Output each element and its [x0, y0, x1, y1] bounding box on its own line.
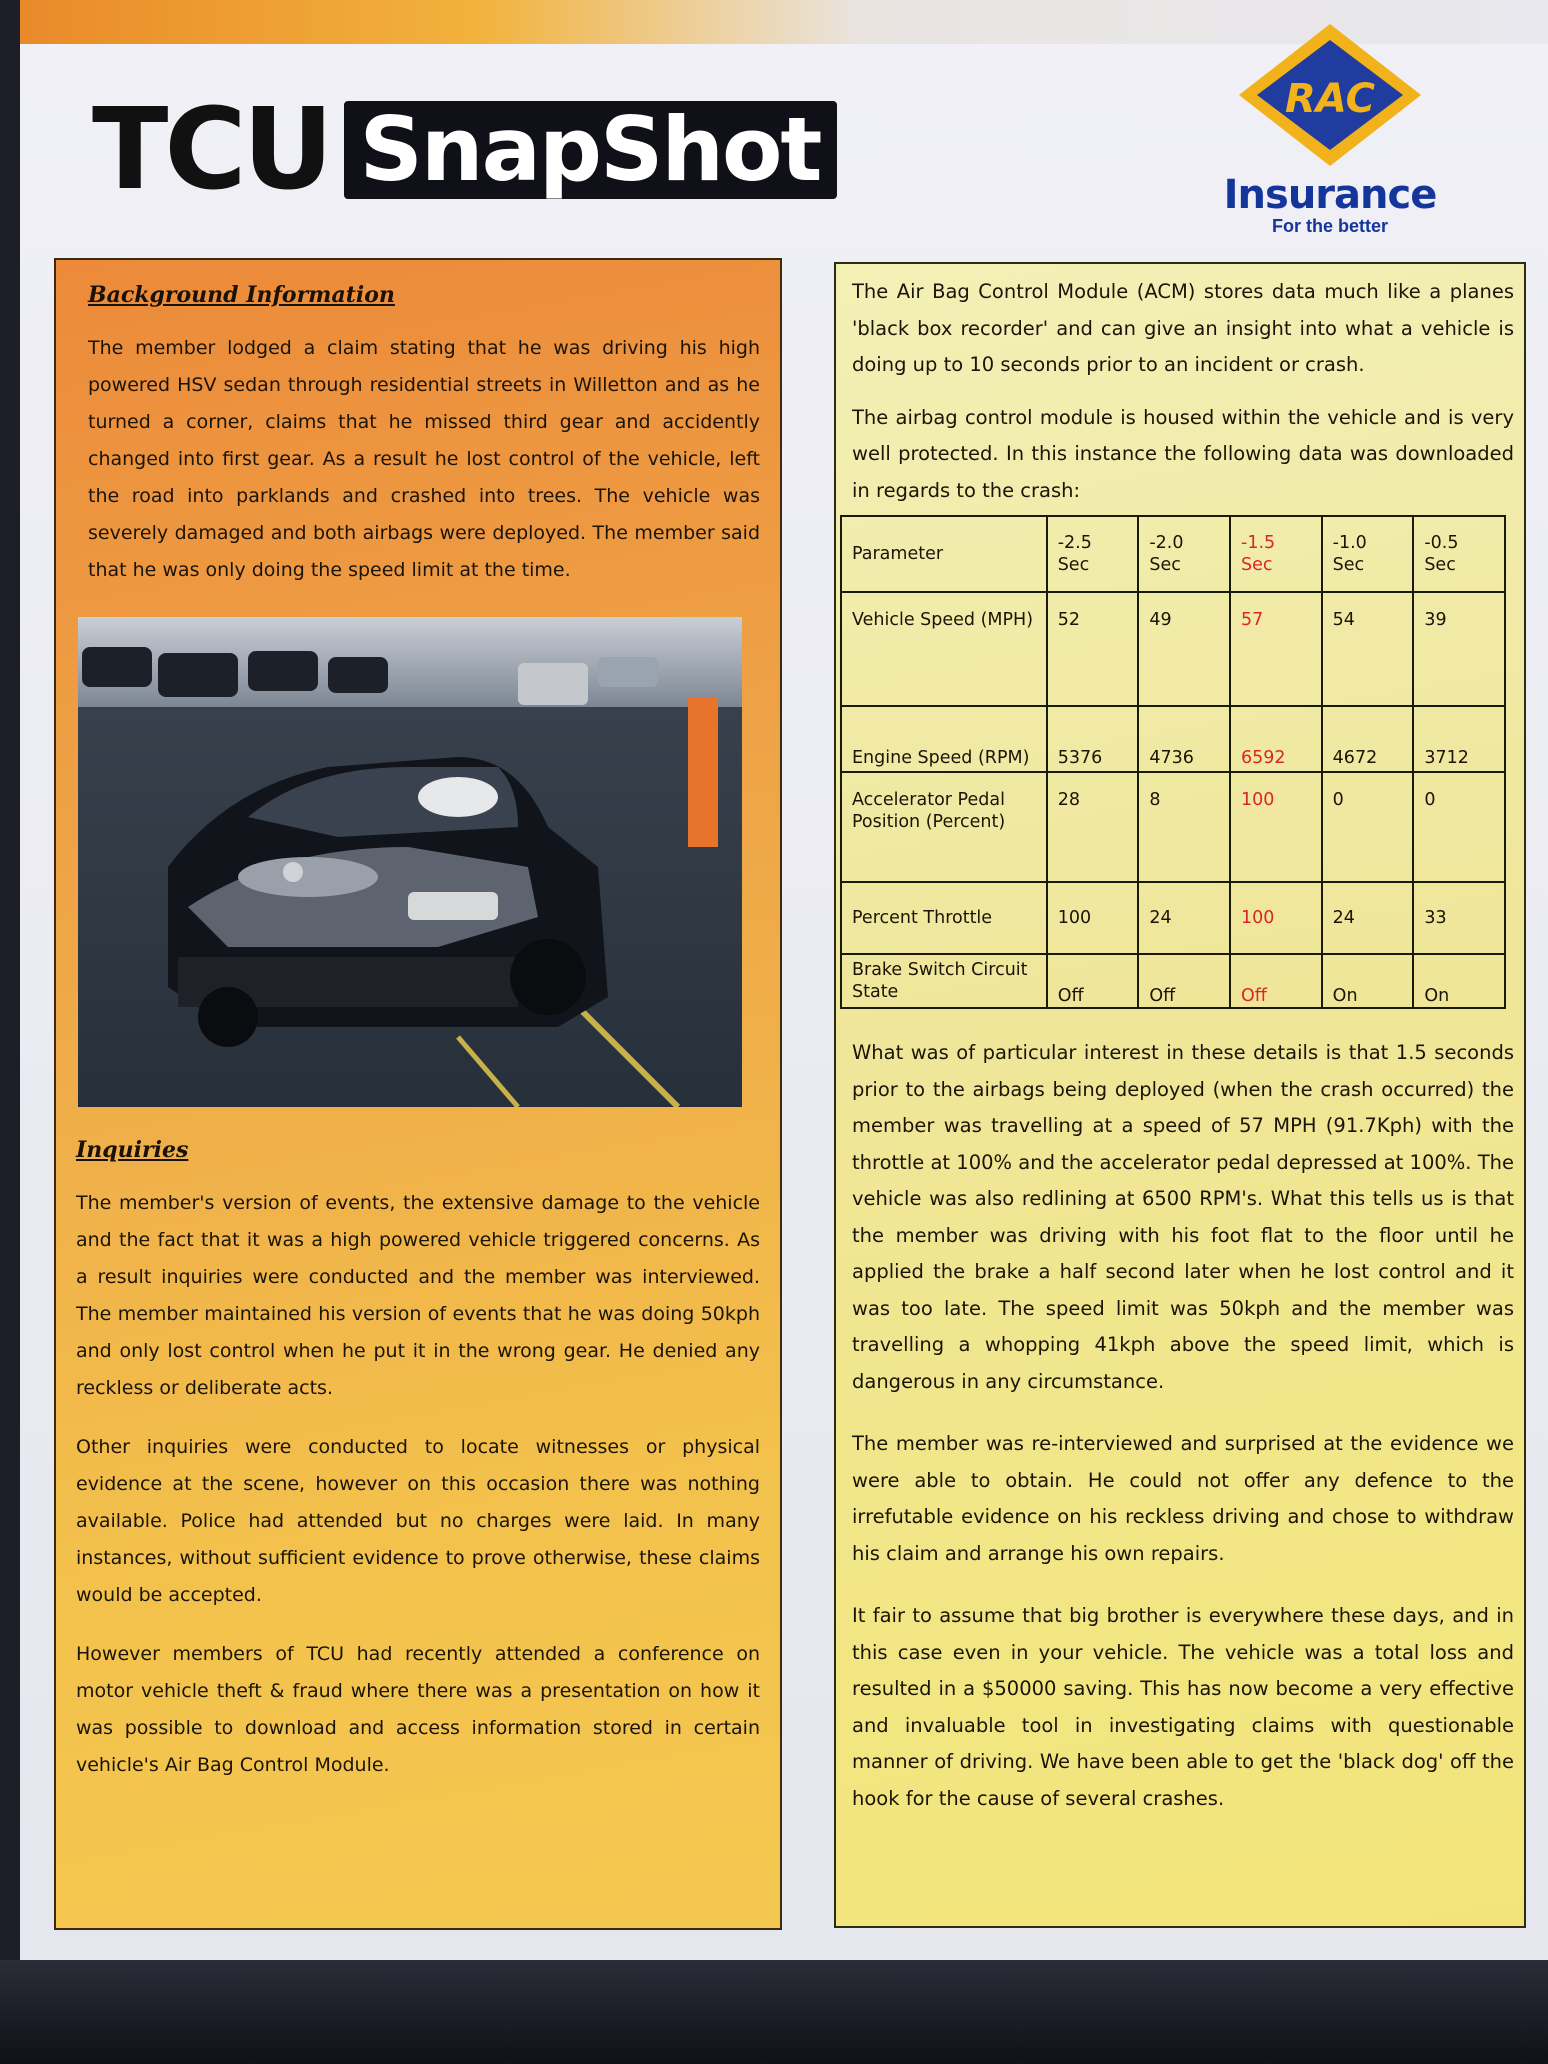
table-cell: On — [1322, 954, 1414, 1008]
table-cell: 24 — [1322, 882, 1414, 954]
table-cell: Off — [1138, 954, 1230, 1008]
masthead — [92, 85, 837, 215]
table-row — [841, 592, 1505, 706]
table-row — [841, 954, 1505, 1008]
newsletter-page — [20, 0, 1548, 1960]
acm-data-table — [840, 515, 1506, 1009]
analysis-text-3: It fair to assume that big brother is everywhere these days, and in this case even in your vehicle. The vehicle was a total loss and resulted in a $50000 saving. This has now become a very effective and invaluable tool in investigating claims with questionable manner of driving. We have been able to get the 'black dog' off the hook for the cause of several crashes. — [852, 1604, 1514, 1810]
table-cell-highlighted: 6592 — [1230, 706, 1322, 772]
table-header-cell: -0.5 Sec — [1413, 516, 1505, 592]
table-cell: 0 — [1413, 772, 1505, 882]
table-param-cell: Vehicle Speed (MPH) — [841, 592, 1047, 706]
crashed-car-image — [78, 617, 742, 1107]
table-cell: 100 — [1047, 882, 1139, 954]
table-row — [841, 772, 1505, 882]
table-cell-highlighted: 100 — [1230, 882, 1322, 954]
table-header-cell: -2.0 Sec — [1138, 516, 1230, 592]
right-column — [834, 262, 1526, 1928]
table-cell: 39 — [1413, 592, 1505, 706]
table-cell: 0 — [1322, 772, 1414, 882]
table-header-cell: Parameter — [841, 516, 1047, 592]
rac-brand: Insurance — [1223, 172, 1437, 218]
table-cell: 52 — [1047, 592, 1139, 706]
table-cell-highlighted: 100 — [1230, 772, 1322, 882]
table-cell-highlighted: 57 — [1230, 592, 1322, 706]
acm-intro-1: The Air Bag Control Module (ACM) stores data much like a planes 'black box recorder' and can give an insight into what a vehicle is doing up to 10 seconds prior to an incident or crash. — [852, 280, 1514, 376]
table-header-row — [841, 516, 1505, 592]
rac-insurance-logo — [1220, 20, 1440, 250]
masthead-snapshot: SnapShot — [344, 101, 837, 199]
table-param-cell: Brake Switch Circuit State — [841, 954, 1047, 1008]
table-cell: 33 — [1413, 882, 1505, 954]
inquiries-text-1: The member's version of events, the extensive damage to the vehicle and the fact that it was a high powered vehicle triggered concerns. As a result inquiries were conducted and the member was interviewed. The member maintained his version of events that he was doing 50kph and only lost control when he put it in the wrong gear. He denied any reckless or deliberate acts. — [76, 1192, 760, 1399]
table-cell: 3712 — [1413, 706, 1505, 772]
table-cell: 24 — [1138, 882, 1230, 954]
photo-left-shadow — [0, 0, 20, 1960]
table-cell: 4672 — [1322, 706, 1414, 772]
table-cell: 5376 — [1047, 706, 1139, 772]
background-heading: Background Information — [88, 282, 395, 308]
background-text: The member lodged a claim stating that he was driving his high powered HSV sedan through residential streets in Willetton and as he turned a corner, claims that he missed third gear and accidently changed into first gear. As a result he lost control of the vehicle, left the road into parklands and crashed into trees. The vehicle was severely damaged and both airbags were deployed. The member said that he was only doing the speed limit at the time. — [88, 337, 760, 581]
table-cell: 4736 — [1138, 706, 1230, 772]
analysis-text-2: The member was re-interviewed and surprised at the evidence we were able to obtain. He could not offer any defence to the irrefutable evidence on his reckless driving and chose to withdraw his claim and arrange his own repairs. — [852, 1432, 1514, 1565]
table-header-cell: -1.0 Sec — [1322, 516, 1414, 592]
table-cell: 54 — [1322, 592, 1414, 706]
desk-below-page — [0, 1960, 1548, 2064]
table-param-cell: Engine Speed (RPM) — [841, 706, 1047, 772]
masthead-tcu: TCU — [92, 85, 330, 215]
analysis-text-1: What was of particular interest in these details is that 1.5 seconds prior to the airbags being deployed (when the crash occurred) the member was travelling at a speed of 57 MPH (91.7Kph) with the throttle at 100% and the accelerator pedal depressed at 100%. The vehicle was also redlining at 6500 RPM's. What this tells us is that the member was driving with his foot flat to the floor until he applied the brake a half second later when he lost control and it was too late. The speed limit was 50kph and the member was travelling a whopping 41kph above the speed limit, which is dangerous in any circumstance. — [852, 1041, 1514, 1393]
table-param-cell: Accelerator Pedal Position (Percent) — [841, 772, 1047, 882]
table-cell: 28 — [1047, 772, 1139, 882]
table-cell: 8 — [1138, 772, 1230, 882]
left-column — [54, 258, 782, 1930]
inquiries-heading: Inquiries — [76, 1137, 189, 1163]
table-param-cell: Percent Throttle — [841, 882, 1047, 954]
rac-tagline: For the better — [1271, 216, 1388, 236]
crashed-car-photo — [78, 617, 742, 1107]
rac-diamond-icon — [1235, 20, 1425, 170]
table-cell: Off — [1047, 954, 1139, 1008]
table-cell: 49 — [1138, 592, 1230, 706]
acm-intro-2: The airbag control module is housed within the vehicle and is very well protected. In this instance the following data was downloaded in regards to the crash: — [852, 405, 1514, 502]
table-cell: On — [1413, 954, 1505, 1008]
table-row — [841, 706, 1505, 772]
inquiries-text-2: Other inquiries were conducted to locate witnesses or physical evidence at the scene, however on this occasion there was nothing available. Police had attended but no charges were laid. In many instances, without sufficient evidence to prove otherwise, these claims would be accepted. — [76, 1436, 760, 1606]
inquiries-text-3: However members of TCU had recently attended a conference on motor vehicle theft & fraud where there was a presentation on how it was possible to download and access information stored in certain vehicle's Air Bag Control Module. — [76, 1643, 760, 1776]
table-row — [841, 882, 1505, 954]
table-cell-highlighted: Off — [1230, 954, 1322, 1008]
table-header-cell-highlighted: -1.5 Sec — [1230, 516, 1322, 592]
table-header-cell: -2.5 Sec — [1047, 516, 1139, 592]
rac-badge-text: RAC — [1285, 76, 1375, 122]
